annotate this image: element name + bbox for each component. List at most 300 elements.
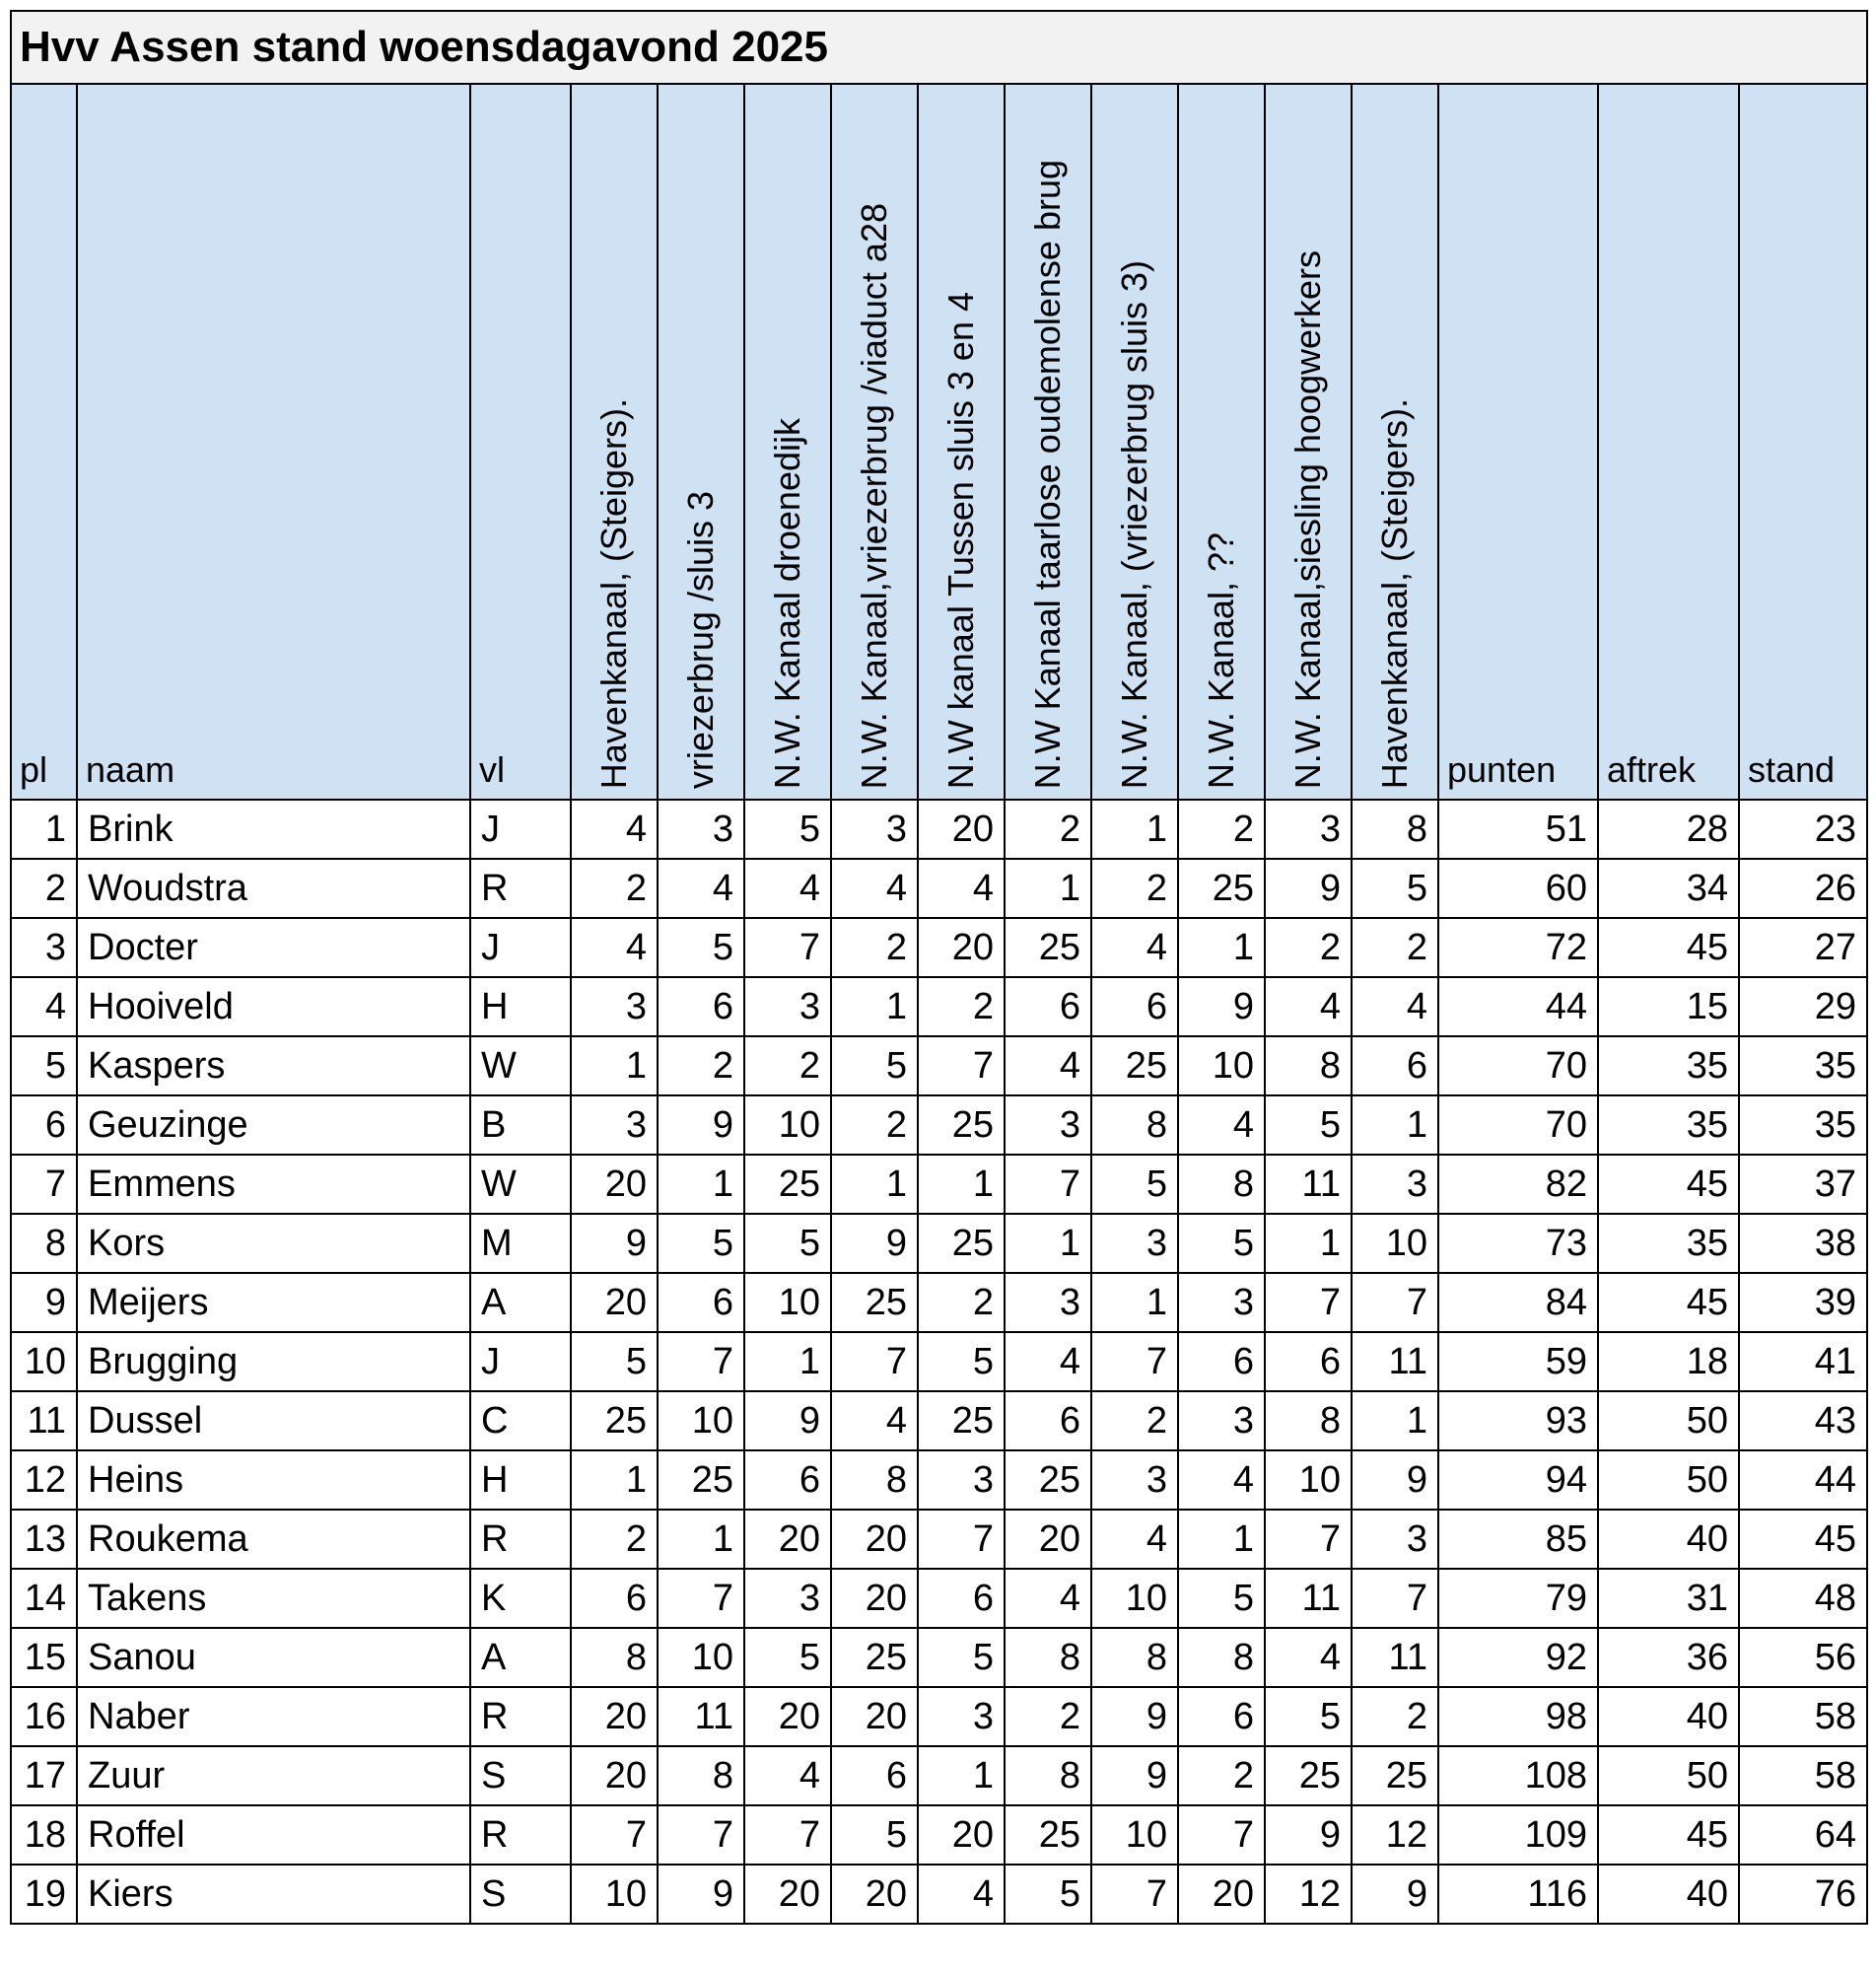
cell-punten: 109: [1438, 1805, 1598, 1865]
cell-vl: S: [470, 1865, 571, 1924]
cell-pl: 3: [11, 918, 77, 977]
cell-score-6: 1: [1005, 1214, 1091, 1273]
cell-vl: B: [470, 1095, 571, 1155]
cell-punten: 108: [1438, 1746, 1598, 1805]
cell-score-7: 2: [1091, 1391, 1178, 1450]
cell-score-7: 10: [1091, 1569, 1178, 1628]
cell-score-9: 5: [1265, 1687, 1352, 1746]
cell-score-4: 1: [831, 1155, 918, 1214]
cell-score-5: 25: [918, 1391, 1005, 1450]
cell-vl: J: [470, 918, 571, 977]
cell-aftrek: 36: [1598, 1628, 1739, 1687]
cell-score-1: 20: [571, 1155, 658, 1214]
cell-stand: 41: [1739, 1332, 1867, 1391]
page-title: Hvv Assen stand woensdagavond 2025: [11, 11, 1867, 84]
header-aftrek: aftrek: [1598, 84, 1739, 800]
cell-pl: 5: [11, 1036, 77, 1095]
cell-punten: 82: [1438, 1155, 1598, 1214]
cell-score-2: 6: [658, 977, 744, 1036]
cell-score-7: 9: [1091, 1687, 1178, 1746]
cell-score-1: 4: [571, 800, 658, 859]
cell-score-4: 2: [831, 1095, 918, 1155]
cell-vl: J: [470, 800, 571, 859]
cell-score-2: 11: [658, 1687, 744, 1746]
cell-pl: 11: [11, 1391, 77, 1450]
table-row: [11, 1155, 1867, 1214]
cell-punten: 59: [1438, 1332, 1598, 1391]
cell-naam: Docter: [77, 918, 470, 977]
cell-score-5: 3: [918, 1450, 1005, 1510]
header-stand: stand: [1739, 84, 1867, 800]
cell-score-5: 6: [918, 1569, 1005, 1628]
cell-score-2: 8: [658, 1746, 744, 1805]
cell-score-3: 5: [744, 1214, 831, 1273]
cell-score-9: 8: [1265, 1391, 1352, 1450]
cell-score-6: 1: [1005, 859, 1091, 918]
cell-punten: 70: [1438, 1095, 1598, 1155]
cell-score-8: 8: [1178, 1628, 1265, 1687]
cell-score-2: 10: [658, 1628, 744, 1687]
cell-naam: Takens: [77, 1569, 470, 1628]
header-match-1: Havenkanaal, (Steigers).: [571, 84, 658, 800]
cell-score-1: 5: [571, 1332, 658, 1391]
cell-score-7: 3: [1091, 1214, 1178, 1273]
cell-score-5: 25: [918, 1214, 1005, 1273]
header-naam: naam: [77, 84, 470, 800]
cell-stand: 29: [1739, 977, 1867, 1036]
header-match-9: N.W. Kanaal,siesling hoogwerkers: [1265, 84, 1352, 800]
cell-aftrek: 40: [1598, 1510, 1739, 1569]
cell-naam: Kors: [77, 1214, 470, 1273]
table-row: [11, 1450, 1867, 1510]
cell-score-1: 20: [571, 1687, 658, 1746]
cell-score-8: 20: [1178, 1865, 1265, 1924]
cell-aftrek: 45: [1598, 1155, 1739, 1214]
cell-stand: 64: [1739, 1805, 1867, 1865]
cell-score-8: 5: [1178, 1214, 1265, 1273]
cell-score-3: 10: [744, 1273, 831, 1332]
cell-score-2: 7: [658, 1569, 744, 1628]
cell-vl: C: [470, 1391, 571, 1450]
cell-score-10: 11: [1352, 1332, 1438, 1391]
cell-vl: R: [470, 1510, 571, 1569]
cell-score-6: 3: [1005, 1273, 1091, 1332]
cell-score-6: 6: [1005, 1391, 1091, 1450]
table-row: [11, 1214, 1867, 1273]
cell-score-10: 3: [1352, 1510, 1438, 1569]
cell-score-4: 20: [831, 1569, 918, 1628]
cell-score-10: 6: [1352, 1036, 1438, 1095]
cell-score-2: 9: [658, 1865, 744, 1924]
cell-score-8: 2: [1178, 1746, 1265, 1805]
header-match-3: N.W. Kanaal droenedijk: [744, 84, 831, 800]
cell-score-10: 10: [1352, 1214, 1438, 1273]
cell-score-7: 6: [1091, 977, 1178, 1036]
cell-stand: 45: [1739, 1510, 1867, 1569]
cell-score-8: 1: [1178, 918, 1265, 977]
cell-score-5: 1: [918, 1746, 1005, 1805]
header-match-8: N.W. Kanaal, ??: [1178, 84, 1265, 800]
cell-punten: 70: [1438, 1036, 1598, 1095]
cell-aftrek: 35: [1598, 1214, 1739, 1273]
cell-score-5: 20: [918, 800, 1005, 859]
cell-naam: Kaspers: [77, 1036, 470, 1095]
cell-score-10: 2: [1352, 918, 1438, 977]
cell-score-2: 1: [658, 1155, 744, 1214]
cell-score-8: 8: [1178, 1155, 1265, 1214]
cell-pl: 4: [11, 977, 77, 1036]
cell-pl: 9: [11, 1273, 77, 1332]
cell-naam: Hooiveld: [77, 977, 470, 1036]
cell-score-3: 20: [744, 1865, 831, 1924]
cell-score-4: 25: [831, 1273, 918, 1332]
cell-score-6: 4: [1005, 1332, 1091, 1391]
header-match-7: N.W. Kanaal, (vriezerbrug sluis 3): [1091, 84, 1178, 800]
cell-score-1: 7: [571, 1805, 658, 1865]
cell-punten: 116: [1438, 1865, 1598, 1924]
cell-score-1: 4: [571, 918, 658, 977]
cell-score-6: 4: [1005, 1569, 1091, 1628]
cell-pl: 12: [11, 1450, 77, 1510]
cell-score-3: 7: [744, 918, 831, 977]
cell-score-4: 6: [831, 1746, 918, 1805]
cell-score-5: 7: [918, 1036, 1005, 1095]
cell-score-2: 3: [658, 800, 744, 859]
cell-score-5: 5: [918, 1332, 1005, 1391]
cell-pl: 17: [11, 1746, 77, 1805]
cell-vl: S: [470, 1746, 571, 1805]
cell-score-9: 8: [1265, 1036, 1352, 1095]
cell-score-10: 2: [1352, 1687, 1438, 1746]
cell-score-9: 9: [1265, 859, 1352, 918]
cell-score-1: 3: [571, 977, 658, 1036]
cell-naam: Emmens: [77, 1155, 470, 1214]
cell-score-1: 1: [571, 1450, 658, 1510]
cell-score-3: 20: [744, 1687, 831, 1746]
cell-score-4: 25: [831, 1628, 918, 1687]
cell-score-4: 4: [831, 1391, 918, 1450]
cell-score-9: 25: [1265, 1746, 1352, 1805]
cell-score-9: 3: [1265, 800, 1352, 859]
cell-score-2: 7: [658, 1805, 744, 1865]
cell-punten: 72: [1438, 918, 1598, 977]
cell-pl: 6: [11, 1095, 77, 1155]
cell-score-4: 5: [831, 1805, 918, 1865]
table-row: [11, 800, 1867, 859]
cell-punten: 92: [1438, 1628, 1598, 1687]
cell-score-3: 25: [744, 1155, 831, 1214]
table-row: [11, 977, 1867, 1036]
cell-score-4: 5: [831, 1036, 918, 1095]
cell-score-5: 4: [918, 1865, 1005, 1924]
cell-vl: H: [470, 977, 571, 1036]
cell-pl: 13: [11, 1510, 77, 1569]
cell-punten: 51: [1438, 800, 1598, 859]
cell-score-8: 4: [1178, 1450, 1265, 1510]
header-match-5: N.W kanaal Tussen sluis 3 en 4: [918, 84, 1005, 800]
cell-score-2: 7: [658, 1332, 744, 1391]
cell-score-1: 25: [571, 1391, 658, 1450]
cell-vl: M: [470, 1214, 571, 1273]
cell-score-2: 6: [658, 1273, 744, 1332]
cell-pl: 7: [11, 1155, 77, 1214]
cell-vl: A: [470, 1273, 571, 1332]
cell-pl: 16: [11, 1687, 77, 1746]
cell-aftrek: 50: [1598, 1450, 1739, 1510]
cell-score-7: 7: [1091, 1332, 1178, 1391]
cell-score-5: 2: [918, 977, 1005, 1036]
cell-score-1: 3: [571, 1095, 658, 1155]
cell-punten: 94: [1438, 1450, 1598, 1510]
cell-aftrek: 40: [1598, 1865, 1739, 1924]
cell-score-2: 5: [658, 918, 744, 977]
cell-score-8: 1: [1178, 1510, 1265, 1569]
cell-naam: Sanou: [77, 1628, 470, 1687]
cell-score-7: 5: [1091, 1155, 1178, 1214]
cell-score-4: 4: [831, 859, 918, 918]
cell-score-5: 20: [918, 918, 1005, 977]
cell-score-5: 4: [918, 859, 1005, 918]
header-match-10: Havenkanaal, (Steigers).: [1352, 84, 1438, 800]
cell-score-4: 2: [831, 918, 918, 977]
cell-naam: Geuzinge: [77, 1095, 470, 1155]
cell-score-7: 4: [1091, 1510, 1178, 1569]
cell-stand: 35: [1739, 1095, 1867, 1155]
standings-sheet: [10, 10, 1866, 1925]
cell-score-6: 4: [1005, 1036, 1091, 1095]
cell-naam: Brink: [77, 800, 470, 859]
cell-vl: H: [470, 1450, 571, 1510]
cell-score-5: 7: [918, 1510, 1005, 1569]
cell-score-8: 3: [1178, 1391, 1265, 1450]
cell-stand: 39: [1739, 1273, 1867, 1332]
cell-stand: 76: [1739, 1865, 1867, 1924]
cell-vl: R: [470, 859, 571, 918]
cell-naam: Woudstra: [77, 859, 470, 918]
cell-naam: Brugging: [77, 1332, 470, 1391]
cell-vl: W: [470, 1155, 571, 1214]
cell-score-9: 4: [1265, 1628, 1352, 1687]
cell-score-10: 12: [1352, 1805, 1438, 1865]
table-row: [11, 1569, 1867, 1628]
cell-score-6: 2: [1005, 800, 1091, 859]
cell-vl: R: [470, 1805, 571, 1865]
cell-aftrek: 50: [1598, 1391, 1739, 1450]
cell-score-7: 25: [1091, 1036, 1178, 1095]
cell-naam: Zuur: [77, 1746, 470, 1805]
cell-score-8: 25: [1178, 859, 1265, 918]
cell-score-7: 8: [1091, 1095, 1178, 1155]
cell-score-10: 4: [1352, 977, 1438, 1036]
cell-stand: 37: [1739, 1155, 1867, 1214]
cell-score-2: 1: [658, 1510, 744, 1569]
cell-aftrek: 45: [1598, 1805, 1739, 1865]
cell-stand: 44: [1739, 1450, 1867, 1510]
cell-aftrek: 50: [1598, 1746, 1739, 1805]
standings-table: [10, 10, 1868, 1925]
cell-score-3: 20: [744, 1510, 831, 1569]
cell-score-10: 7: [1352, 1569, 1438, 1628]
cell-score-9: 11: [1265, 1155, 1352, 1214]
cell-pl: 10: [11, 1332, 77, 1391]
cell-score-7: 7: [1091, 1865, 1178, 1924]
cell-stand: 43: [1739, 1391, 1867, 1450]
cell-naam: Kiers: [77, 1865, 470, 1924]
cell-aftrek: 18: [1598, 1332, 1739, 1391]
cell-score-5: 1: [918, 1155, 1005, 1214]
cell-score-7: 4: [1091, 918, 1178, 977]
cell-stand: 56: [1739, 1628, 1867, 1687]
cell-punten: 79: [1438, 1569, 1598, 1628]
cell-aftrek: 45: [1598, 1273, 1739, 1332]
cell-vl: R: [470, 1687, 571, 1746]
cell-naam: Heins: [77, 1450, 470, 1510]
cell-stand: 27: [1739, 918, 1867, 977]
cell-naam: Dussel: [77, 1391, 470, 1450]
cell-score-4: 9: [831, 1214, 918, 1273]
cell-score-5: 20: [918, 1805, 1005, 1865]
cell-score-4: 1: [831, 977, 918, 1036]
cell-score-6: 6: [1005, 977, 1091, 1036]
cell-score-6: 2: [1005, 1687, 1091, 1746]
cell-pl: 8: [11, 1214, 77, 1273]
cell-stand: 26: [1739, 859, 1867, 918]
cell-score-8: 6: [1178, 1687, 1265, 1746]
cell-score-10: 7: [1352, 1273, 1438, 1332]
cell-score-6: 25: [1005, 918, 1091, 977]
cell-score-7: 1: [1091, 1273, 1178, 1332]
header-punten: punten: [1438, 84, 1598, 800]
cell-score-3: 3: [744, 1569, 831, 1628]
cell-score-4: 8: [831, 1450, 918, 1510]
cell-score-10: 9: [1352, 1450, 1438, 1510]
cell-score-9: 9: [1265, 1805, 1352, 1865]
cell-score-5: 25: [918, 1095, 1005, 1155]
cell-score-9: 7: [1265, 1510, 1352, 1569]
cell-aftrek: 40: [1598, 1687, 1739, 1746]
cell-score-10: 8: [1352, 800, 1438, 859]
cell-score-2: 9: [658, 1095, 744, 1155]
cell-stand: 23: [1739, 800, 1867, 859]
cell-score-2: 25: [658, 1450, 744, 1510]
cell-score-9: 10: [1265, 1450, 1352, 1510]
cell-vl: W: [470, 1036, 571, 1095]
header-row: [11, 84, 1867, 800]
table-row: [11, 1746, 1867, 1805]
cell-score-1: 6: [571, 1569, 658, 1628]
cell-score-1: 2: [571, 859, 658, 918]
cell-score-6: 25: [1005, 1450, 1091, 1510]
cell-score-1: 8: [571, 1628, 658, 1687]
cell-aftrek: 28: [1598, 800, 1739, 859]
cell-score-9: 6: [1265, 1332, 1352, 1391]
cell-score-4: 7: [831, 1332, 918, 1391]
cell-score-7: 2: [1091, 859, 1178, 918]
cell-naam: Roukema: [77, 1510, 470, 1569]
cell-score-1: 10: [571, 1865, 658, 1924]
cell-score-6: 25: [1005, 1805, 1091, 1865]
cell-punten: 84: [1438, 1273, 1598, 1332]
cell-score-4: 3: [831, 800, 918, 859]
cell-score-8: 5: [1178, 1569, 1265, 1628]
cell-aftrek: 15: [1598, 977, 1739, 1036]
cell-score-1: 1: [571, 1036, 658, 1095]
cell-stand: 35: [1739, 1036, 1867, 1095]
cell-aftrek: 35: [1598, 1036, 1739, 1095]
cell-punten: 98: [1438, 1687, 1598, 1746]
header-match-2: vriezerbrug /sluis 3: [658, 84, 744, 800]
cell-stand: 58: [1739, 1746, 1867, 1805]
table-row: [11, 859, 1867, 918]
cell-score-8: 4: [1178, 1095, 1265, 1155]
title-row: [11, 11, 1867, 84]
cell-score-2: 5: [658, 1214, 744, 1273]
cell-score-10: 5: [1352, 859, 1438, 918]
cell-score-6: 3: [1005, 1095, 1091, 1155]
cell-score-7: 3: [1091, 1450, 1178, 1510]
cell-aftrek: 45: [1598, 918, 1739, 977]
cell-punten: 73: [1438, 1214, 1598, 1273]
cell-stand: 58: [1739, 1687, 1867, 1746]
cell-score-3: 9: [744, 1391, 831, 1450]
cell-score-4: 20: [831, 1510, 918, 1569]
cell-score-3: 3: [744, 977, 831, 1036]
cell-score-10: 3: [1352, 1155, 1438, 1214]
table-row: [11, 1510, 1867, 1569]
cell-score-3: 1: [744, 1332, 831, 1391]
cell-pl: 14: [11, 1569, 77, 1628]
cell-score-3: 10: [744, 1095, 831, 1155]
cell-score-1: 9: [571, 1214, 658, 1273]
cell-score-4: 20: [831, 1865, 918, 1924]
cell-score-3: 2: [744, 1036, 831, 1095]
cell-stand: 48: [1739, 1569, 1867, 1628]
cell-score-1: 20: [571, 1273, 658, 1332]
cell-score-8: 6: [1178, 1332, 1265, 1391]
cell-score-3: 6: [744, 1450, 831, 1510]
cell-score-7: 1: [1091, 800, 1178, 859]
cell-score-9: 2: [1265, 918, 1352, 977]
cell-pl: 18: [11, 1805, 77, 1865]
cell-pl: 1: [11, 800, 77, 859]
table-row: [11, 918, 1867, 977]
cell-score-8: 10: [1178, 1036, 1265, 1095]
cell-score-1: 20: [571, 1746, 658, 1805]
cell-naam: Meijers: [77, 1273, 470, 1332]
cell-naam: Naber: [77, 1687, 470, 1746]
cell-score-9: 4: [1265, 977, 1352, 1036]
cell-score-5: 2: [918, 1273, 1005, 1332]
cell-score-4: 20: [831, 1687, 918, 1746]
cell-score-7: 10: [1091, 1805, 1178, 1865]
cell-score-9: 1: [1265, 1214, 1352, 1273]
header-match-4: N.W. Kanaal,vriezerbrug /viaduct a28: [831, 84, 918, 800]
table-row: [11, 1273, 1867, 1332]
cell-score-8: 3: [1178, 1273, 1265, 1332]
cell-naam: Roffel: [77, 1805, 470, 1865]
cell-score-10: 1: [1352, 1391, 1438, 1450]
table-row: [11, 1036, 1867, 1095]
cell-score-3: 7: [744, 1805, 831, 1865]
cell-score-3: 5: [744, 800, 831, 859]
cell-score-9: 12: [1265, 1865, 1352, 1924]
cell-score-9: 5: [1265, 1095, 1352, 1155]
cell-score-6: 8: [1005, 1746, 1091, 1805]
table-row: [11, 1391, 1867, 1450]
cell-score-6: 20: [1005, 1510, 1091, 1569]
cell-score-3: 4: [744, 859, 831, 918]
cell-score-6: 7: [1005, 1155, 1091, 1214]
